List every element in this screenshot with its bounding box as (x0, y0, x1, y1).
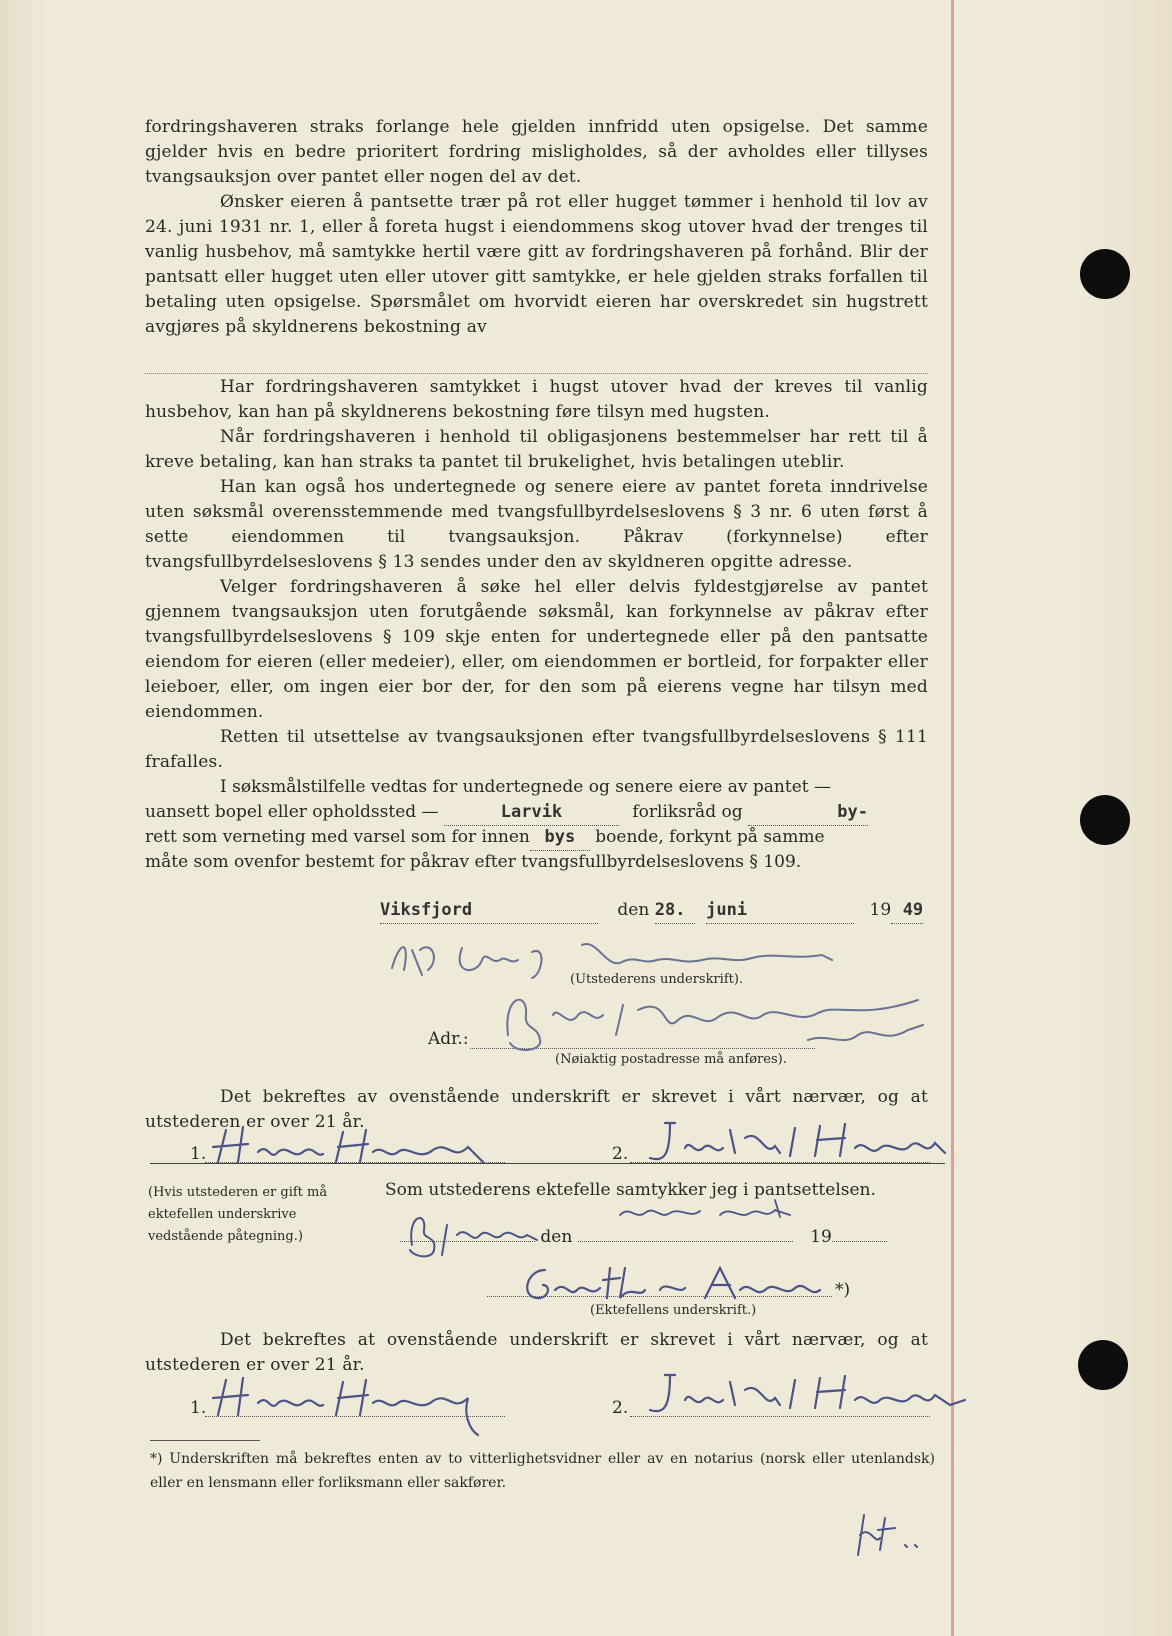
paragraph-betaling: Når fordringshaveren i henhold til obligasjonens bestemmelser har rett til å kreve betaling, kan han straks ta pantet til brukelighet, hvis betalingen uteblir. (145, 427, 928, 472)
footnote (150, 1447, 935, 1495)
spouse-sig-suffix: *) (835, 1280, 851, 1300)
date-day-blank (655, 898, 695, 924)
venue-line3-post: boende, forkynt på samme (595, 827, 825, 847)
venue-typed-by: by- (837, 802, 868, 822)
venue-line-2 (145, 800, 868, 826)
spouse-year-blank (832, 1241, 887, 1242)
venue-blank-1 (444, 800, 619, 826)
witness-1-number-1: 1. (190, 1144, 207, 1164)
spouse-date-blank (578, 1241, 793, 1242)
venue-line3-pre: rett som verneting med varsel som for innen (145, 827, 530, 847)
paragraph-tvangsauksjon: Velger fordringshaveren å søke hel eller delvis fyldestgjørelse av pantet gjennem tvangsauksjon uten forutgående søksmål, kan forkynnelse av påkrav efter tvangsfullbyrdelseslovens § 109 skje enten for undertegnede eller på den pantsatte eiendom for eieren (eller medeier), eller, om eiendommen er bortleid, for forpakter eller leieboer, eller, om ingen eier bor der, for den som på eierens vegne har tilsyn med eiendommen. (145, 577, 928, 722)
date-year-prefix: 19 (869, 900, 892, 920)
witness-1-number-2: 2. (612, 1144, 629, 1164)
dateline (380, 898, 923, 924)
witness-1-signature-1 (208, 1122, 508, 1171)
date-year-blank (891, 898, 923, 924)
venue-blank-2 (748, 800, 868, 826)
venue-mid-text: forliksråd og (632, 802, 743, 822)
spouse-place-handwritten (402, 1205, 552, 1264)
adr-label: Adr.: (428, 1029, 469, 1049)
issuer-caption: (Utstederens underskrift). (570, 972, 744, 987)
paragraph-continuation: fordringshaveren straks forlange hele gjelden innfridd uten opsigelse. Det samme gjelder hvis en bedre prioritert fordring misligholdes, så der avholdes eller tillyses tvangsauksjon over pantet eller nogen del av det. (145, 117, 928, 187)
date-month-blank (706, 898, 854, 924)
spouse-caption: (Ektefellens underskrift.) (590, 1303, 757, 1318)
paragraph-inndrivelse: Han kan også hos undertegnede og senere eiere av pantet foreta inndrivelse uten søksmål overensstemmende med tvangsfullbyrdelseslovens § 3 nr. 6 uten først å sette eiendommen til tvangsauksjon. Påkrav (forkynnelse) efter tvangsfullbyrdelseslovens § 13 sendes under den av skyldneren opgitte adresse. (145, 477, 928, 572)
date-month: juni (706, 900, 748, 920)
venue-typed-bys: bys (544, 827, 576, 847)
address-handwritten (498, 985, 948, 1059)
main-paragraphs (145, 375, 928, 775)
punch-hole-bottom (1078, 1340, 1128, 1390)
footnote-rule (150, 1440, 260, 1441)
venue-blank-3 (530, 825, 590, 851)
address-caption: (Nøiaktig postadresse må anføres). (555, 1052, 787, 1067)
initials-handwritten (850, 1510, 930, 1564)
venue-line-3 (145, 825, 825, 851)
witness-2-signature-2 (635, 1370, 975, 1424)
date-year-suffix: 49 (902, 900, 924, 920)
venue-line-4: måte som ovenfor bestemt for påkrav efter tvangsfullbyrdelseslovens § 109. (145, 852, 802, 872)
top-paragraphs (145, 115, 928, 340)
spouse-date-handwritten (615, 1195, 815, 1229)
witness-2-signature-1 (208, 1370, 508, 1444)
date-day: 28. (654, 900, 686, 920)
spouse-side-note: (Hvis utstederen er gift må ektefellen underskrive vedstående påtegning.) (148, 1185, 328, 1244)
spouse-year-prefix: 19 (810, 1227, 832, 1247)
witness-1-signature-2 (635, 1118, 955, 1172)
date-place: Viksfjord (380, 900, 473, 920)
paragraph-utsettelse: Retten til utsettelse av tvangsauksjonen efter tvangsfullbyrdelseslovens § 111 frafalles. (145, 727, 928, 772)
spouse-den-label: den (540, 1227, 573, 1247)
paragraph-hugst: Har fordringshaveren samtykket i hugst utover hvad der kreves til vanlig husbehov, kan han på skyldnerens bekostning føre tilsyn med hugsten. (145, 377, 928, 422)
spouse-signature (515, 1260, 835, 1309)
spouse-consent: Som utstederens ektefelle samtykker jeg i pantsettelsen. (385, 1180, 876, 1200)
witness-1-text: Det bekreftes av ovenstående underskrift er skrevet i vårt nærvær, og at utstederen er over 21 år. (145, 1087, 928, 1132)
punch-hole-middle (1080, 795, 1130, 845)
witness-2-number-2: 2. (612, 1398, 629, 1418)
date-place-blank (380, 898, 598, 924)
footnote-text: *) Underskriften må bekreftes enten av to vitterlighetsvidner eller av en notarius (norsk eller utenlandsk) eller en lensmann eller forliksmann eller sakfører. (150, 1451, 935, 1491)
paragraph-timber: Ønsker eieren å pantsette trær på rot eller hugget tømmer i henhold til lov av 24. juni 1931 nr. 1, eller å foreta hugst i eiendommens skog utover hvad der trenges til vanlig husbehov, må samtykke hertil være gitt av fordringshaveren på forhånd. Blir der pantsatt eller hugget uten eller utover gitt samtykke, er hele gjelden straks forfallen til betaling uten opsigelse. Spørsmålet om hvorvidt eieren har overskredet sin hugstrett avgjøres på skyldnerens bekostning av (145, 192, 928, 337)
blank-dotted-line (145, 373, 928, 374)
venue-line-1: I søksmålstilfelle vedtas for undertegnede og senere eiere av pantet — (220, 777, 832, 797)
date-den-label: den (617, 900, 650, 920)
venue-typed-larvik: Larvik (500, 802, 563, 822)
witness-2-text: Det bekreftes at ovenstående underskrift er skrevet i vårt nærvær, og at utstederen er over 21 år. (145, 1330, 928, 1375)
punch-hole-top (1080, 249, 1130, 299)
venue-pre-text: uansett bopel eller opholdssted — (145, 802, 439, 822)
witness-2-number-1: 1. (190, 1398, 207, 1418)
